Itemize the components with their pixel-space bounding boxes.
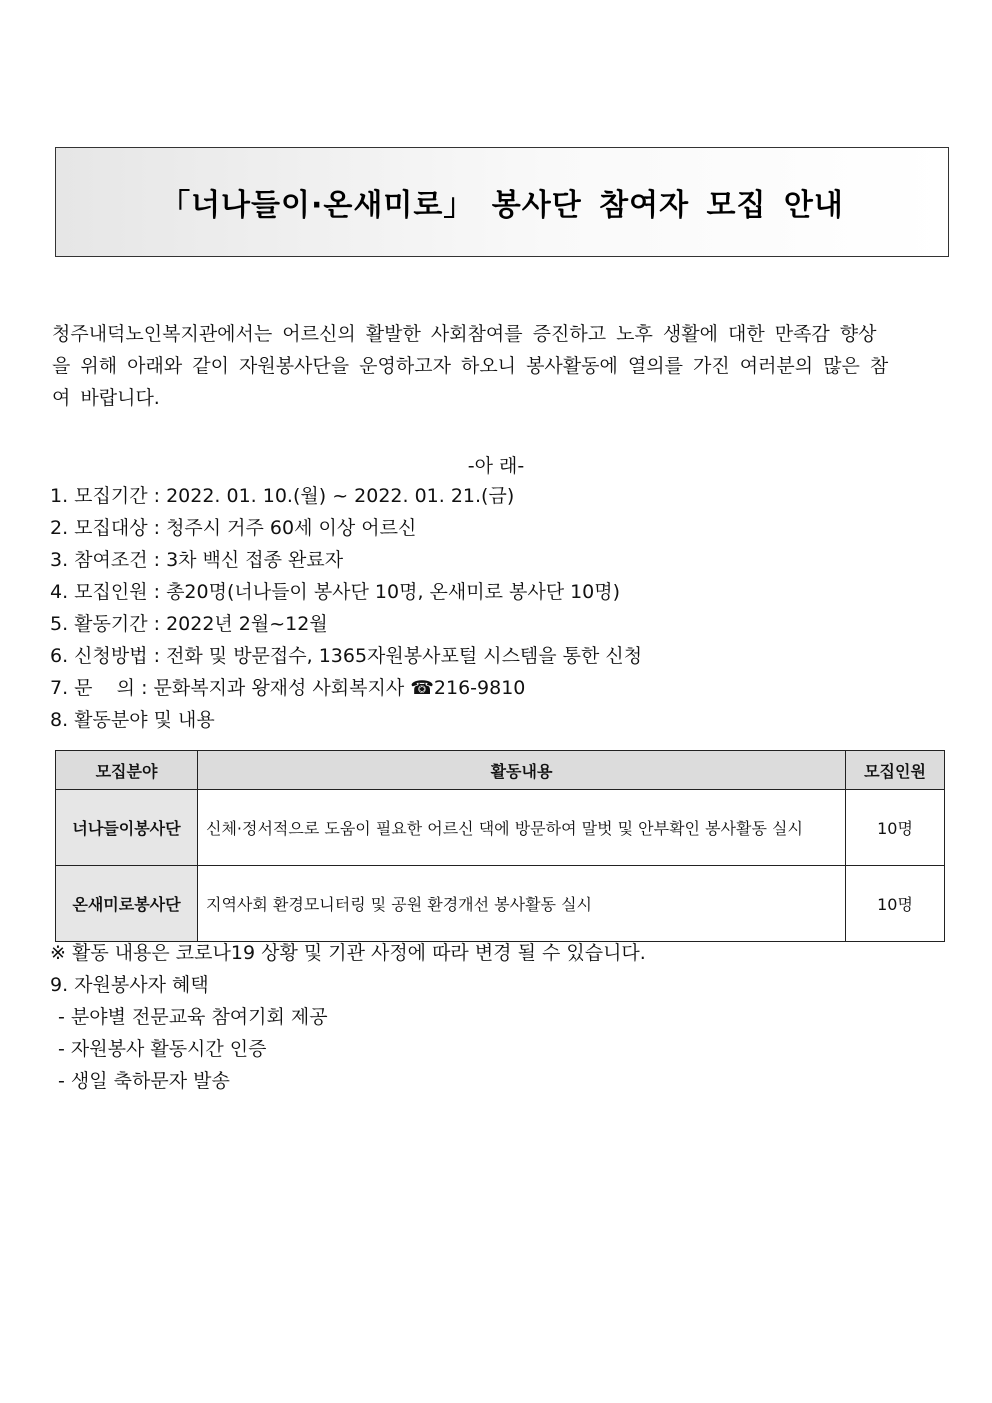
row-count: 10명 xyxy=(846,790,945,866)
table-row xyxy=(56,866,945,942)
row-category: 온새미로봉사단 xyxy=(56,866,198,942)
info-item-headcount: 4. 모집인원 : 총20명(너나들이 봉사단 10명, 온새미로 봉사단 10명) xyxy=(50,581,621,603)
section-label: -아 래- xyxy=(467,455,525,477)
info-item-period: 1. 모집기간 : 2022. 01. 10.(월) ~ 2022. 01. 21.(금) xyxy=(50,485,515,507)
intro-paragraph xyxy=(52,318,948,414)
header-category: 모집분야 xyxy=(56,751,198,790)
benefits-heading: 9. 자원봉사자 혜택 xyxy=(50,974,209,996)
table-row xyxy=(56,790,945,866)
info-item-condition: 3. 참여조건 : 3차 백신 접종 완료자 xyxy=(50,549,344,571)
row-content: 지역사회 환경모니터링 및 공원 환경개선 봉사활동 실시 xyxy=(198,866,846,942)
table-header-row xyxy=(56,751,945,790)
intro-line-2: 을 위해 아래와 같이 자원봉사단을 운영하고자 하오니 봉사활동에 열의를 가진 여러분의 많은 참 xyxy=(52,355,889,377)
activity-table xyxy=(55,750,945,942)
info-item-activity-period: 5. 활동기간 : 2022년 2월~12월 xyxy=(50,613,328,635)
notes-section xyxy=(50,937,646,1097)
info-item-apply-method: 6. 신청방법 : 전화 및 방문접수, 1365자원봉사포털 시스템을 통한 신청 xyxy=(50,645,643,667)
intro-line-1: 청주내덕노인복지관에서는 어르신의 활발한 사회참여를 증진하고 노후 생활에 대한 만족감 향상 xyxy=(52,323,877,345)
info-item-contact: 7. 문 의 : 문화복지과 왕재성 사회복지사 ☎216-9810 xyxy=(50,677,526,699)
page-title: 「너나들이·온새미로」 봉사단 참여자 모집 안내 xyxy=(160,188,844,223)
info-item-activity-field: 8. 활동분야 및 내용 xyxy=(50,709,215,731)
header-content: 활동내용 xyxy=(198,751,846,790)
info-list xyxy=(50,480,642,736)
title-box xyxy=(55,147,949,257)
header-count: 모집인원 xyxy=(846,751,945,790)
change-notice: ※ 활동 내용은 코로나19 상황 및 기관 사정에 따라 변경 될 수 있습니다. xyxy=(50,942,646,964)
benefit-item: - 분야별 전문교육 참여기회 제공 xyxy=(58,1006,328,1028)
row-count: 10명 xyxy=(846,866,945,942)
row-content: 신체·정서적으로 도움이 필요한 어르신 댁에 방문하여 말벗 및 안부확인 봉사활동 실시 xyxy=(198,790,846,866)
intro-line-3: 여 바랍니다. xyxy=(52,387,160,409)
benefit-item: - 자원봉사 활동시간 인증 xyxy=(58,1038,267,1060)
row-category: 너나들이봉사단 xyxy=(56,790,198,866)
benefit-item: - 생일 축하문자 발송 xyxy=(58,1070,230,1092)
info-item-target: 2. 모집대상 : 청주시 거주 60세 이상 어르신 xyxy=(50,517,417,539)
